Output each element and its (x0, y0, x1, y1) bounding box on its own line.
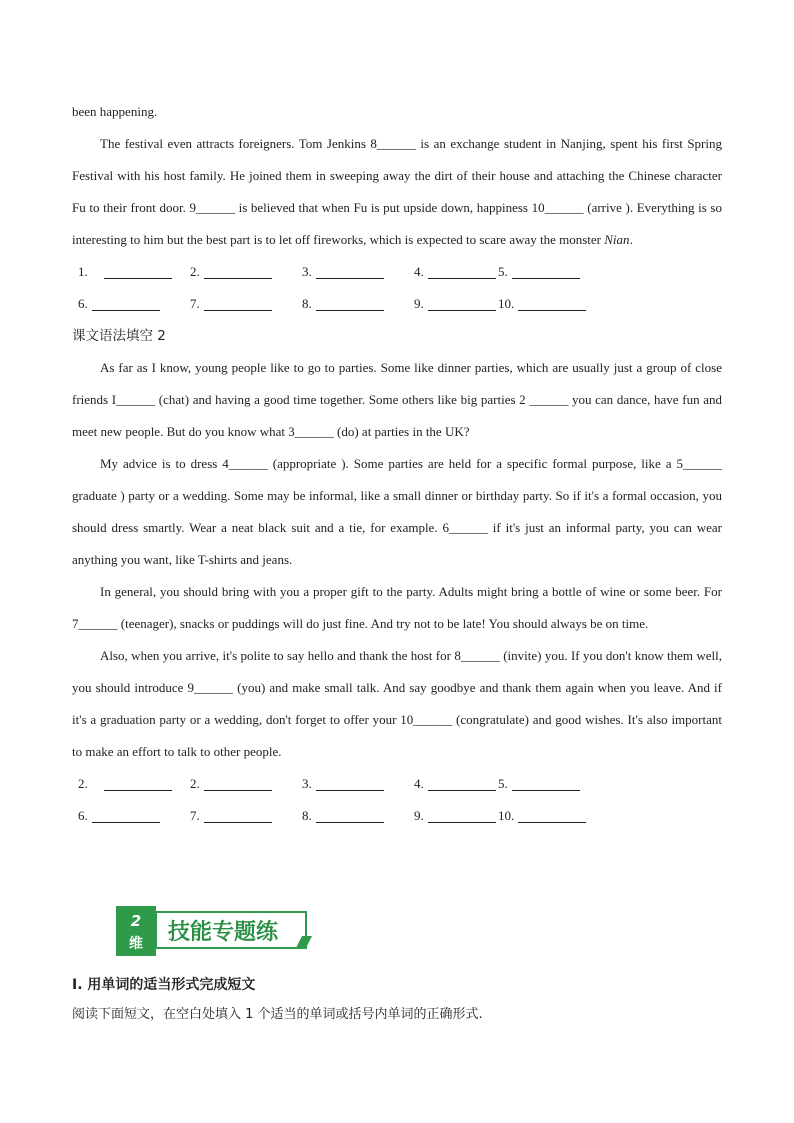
answer-label: 7. (190, 296, 200, 311)
answer-blank[interactable] (316, 777, 384, 791)
answer-label: 3. (302, 776, 312, 791)
banner-title: 技能专题练 (168, 920, 279, 945)
answer-blank[interactable] (518, 297, 586, 311)
answer-blank[interactable] (428, 809, 496, 823)
passage1-italic: Nian (604, 232, 630, 247)
passage1-lead: been happening. (72, 104, 158, 119)
answer-label: 6. (78, 808, 88, 823)
banner-char: 维 (129, 936, 143, 952)
passage1-paragraph (72, 128, 722, 256)
passage2-paragraph-1: As far as I know, young people like to go to parties. Some like dinner parties, which are usually just a group of close friends I______ (chat) and having a good time together. Some others like big parties 2 ______ you can dance, have fun and meet new people. But do you know what 3______ (do) at parties in the UK? (72, 360, 722, 439)
answer-row-4 (72, 800, 722, 832)
answer-label: 5. (498, 264, 508, 279)
answer-blank[interactable] (518, 809, 586, 823)
answer-row-3 (72, 768, 722, 800)
answer-blank[interactable] (92, 809, 160, 823)
answer-label: 6. (78, 296, 88, 311)
answer-blank[interactable] (104, 777, 172, 791)
answer-blank[interactable] (316, 297, 384, 311)
answer-label: 10. (498, 808, 515, 823)
passage1-end: . (629, 232, 633, 247)
answer-label: 8. (302, 296, 312, 311)
banner-number: 2 (130, 912, 142, 930)
answer-blank[interactable] (428, 297, 496, 311)
answer-blank[interactable] (512, 265, 580, 279)
passage2-paragraph-2: My advice is to dress 4______ (appropriate ). Some parties are held for a specific formal purpose, like a 5______ graduate ) party or a wedding. Some may be informal, like a small dinner or birthday party. So if it's a formal occasion, you should dress smartly. Wear a neat black suit and a tie, for example. 6______ if it's just an informal party, you can wear anything you want, like T-shirts and jeans. (72, 456, 722, 567)
answer-blank[interactable] (92, 297, 160, 311)
answer-blank[interactable] (316, 809, 384, 823)
passage2-paragraph-3: In general, you should bring with you a proper gift to the party. Adults might bring a bottle of wine or some beer. For 7______ (teenager), snacks or puddings will do just fine. And try not to be late! You should always be on time. (72, 584, 722, 631)
answer-label: 2. (190, 264, 200, 279)
answer-blank[interactable] (104, 265, 172, 279)
document-page (72, 96, 722, 832)
answer-label: 9. (414, 808, 424, 823)
answer-blank[interactable] (204, 777, 272, 791)
answer-row-2 (72, 288, 722, 320)
section-title: I. 用单词的适当形式完成短文 (72, 977, 256, 993)
answer-row-1 (72, 256, 722, 288)
answer-blank[interactable] (428, 777, 496, 791)
answer-label: 3. (302, 264, 312, 279)
answer-label: 7. (190, 808, 200, 823)
answer-label: 8. (302, 808, 312, 823)
answer-blank[interactable] (204, 265, 272, 279)
section-instruction: 阅读下面短文，在空白处填入 1 个适当的单词或括号内单词的正确形式. (72, 1007, 483, 1022)
passage2-paragraph-4: Also, when you arrive, it's polite to say hello and thank the host for 8______ (invite) you. If you don't know them well, you should introduce 9______ (you) and make small talk. And say goodbye and thank them again when you leave. And if it's a graduation party or a wedding, don't forget to offer your 10______ (congratulate) and good wishes. It's also important to make an effort to talk to other people. (72, 648, 722, 759)
answer-label: 9. (414, 296, 424, 311)
answer-label: 2. (190, 776, 200, 791)
answer-blank[interactable] (204, 809, 272, 823)
answer-blank[interactable] (512, 777, 580, 791)
answer-label: 10. (498, 296, 515, 311)
answer-label: 1. (78, 264, 88, 279)
answer-blank[interactable] (316, 265, 384, 279)
passage1-text: The festival even attracts foreigners. Tom Jenkins 8______ is an exchange student in Nanjing, spent his first Spring Festival with his host family. He joined them in sweeping away the dirt of their house and attaching the Chinese character Fu to their front door. 9______ is believed that when Fu is put upside down, happiness 10______ (arrive ). Everything is so interesting to him but the best part is to let off fireworks, which is expected to scare away the monster (72, 136, 722, 247)
answer-label: 2. (78, 776, 88, 791)
answer-blank[interactable] (204, 297, 272, 311)
answer-label: 4. (414, 264, 424, 279)
answer-label: 4. (414, 776, 424, 791)
section-heading-grammar-2: 课文语法填空 2 (72, 328, 166, 344)
answer-blank[interactable] (428, 265, 496, 279)
answer-label: 5. (498, 776, 508, 791)
skills-practice-banner (116, 906, 312, 956)
